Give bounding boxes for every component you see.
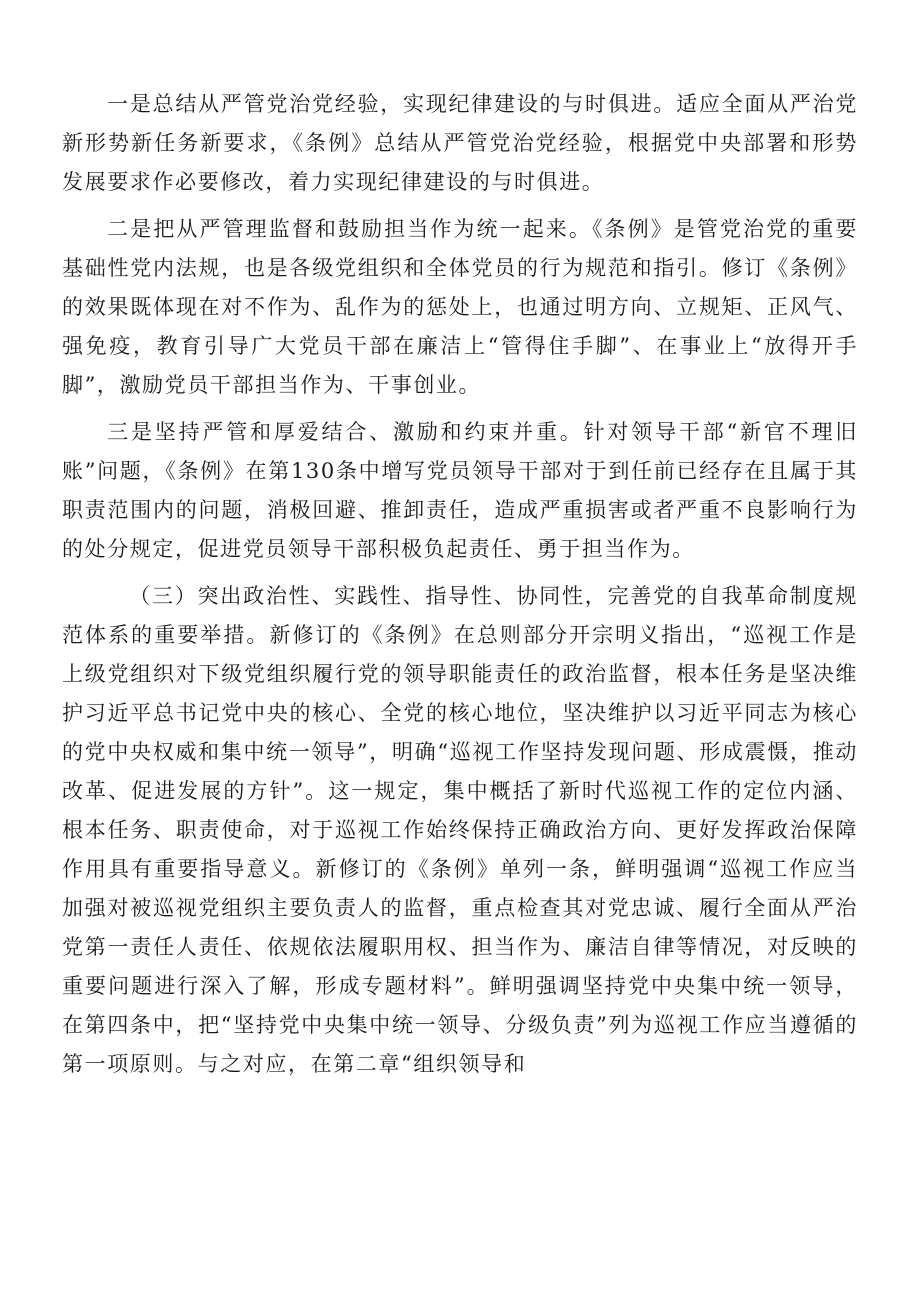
paragraph-1: 一是总结从严管党治党经验，实现纪律建设的与时俱进。适应全面从严治党新形势新任务新要求，《条例》总结从严管党治党经验，根据党中央部署和形势发展要求作必要修改，着力实现纪律建设的与时俱进。	[62, 92, 858, 194]
paragraph-3: 三是坚持严管和厚爱结合、激励和约束并重。针对领导干部“新官不理旧账”问题，《条例》在第130条中增写党员领导干部对于到任前已经存在且属于其职责范围内的问题，消极回避、推卸责任，造成严重损害或者严重不良影响行为的处分规定，促进党员领导干部积极负起责任、勇于担当作为。	[62, 420, 858, 561]
paragraph-2: 二是把从严管理监督和鼓励担当作为统一起来。《条例》是管党治党的重要基础性党内法规，也是各级党组织和全体党员的行为规范和指引。修订《条例》的效果既体现在对不作为、乱作为的惩处上，也通过明方向、立规矩、正风气、强免疫，教育引导广大党员干部在廉洁上“管得住手脚”、在事业上“放得开手脚”，激励党员干部担当作为、干事创业。	[62, 217, 858, 397]
paragraph-4: （三）突出政治性、实践性、指导性、协同性，完善党的自我革命制度规范体系的重要举措。新修订的《条例》在总则部分开宗明义指出，“巡视工作是上级党组织对下级党组织履行党的领导职能责任的政治监督，根本任务是坚决维护习近平总书记党中央的核心、全党的核心地位，坚决维护以习近平同志为核心的党中央权威和集中统一领导”，明确“巡视工作坚持发现问题、形成震慑，推动改革、促进发展的方针”。这一规定，集中概括了新时代巡视工作的定位内涵、根本任务、职责使命，对于巡视工作始终保持正确政治方向、更好发挥政治保障作用具有重要指导意义。新修订的《条例》单列一条，鲜明强调“巡视工作应当加强对被巡视党组织主要负责人的监督，重点检查其对党忠诚、履行全面从严治党第一责任人责任、依规依法履职用权、担当作为、廉洁自律等情况，对反映的重要问题进行深入了解，形成专题材料”。鲜明强调坚持党中央集中统一领导，在第四条中，把“坚持党中央集中统一领导、分级负责”列为巡视工作应当遵循的第一项原则。与之对应，在第二章“组织领导和	[62, 584, 858, 1076]
